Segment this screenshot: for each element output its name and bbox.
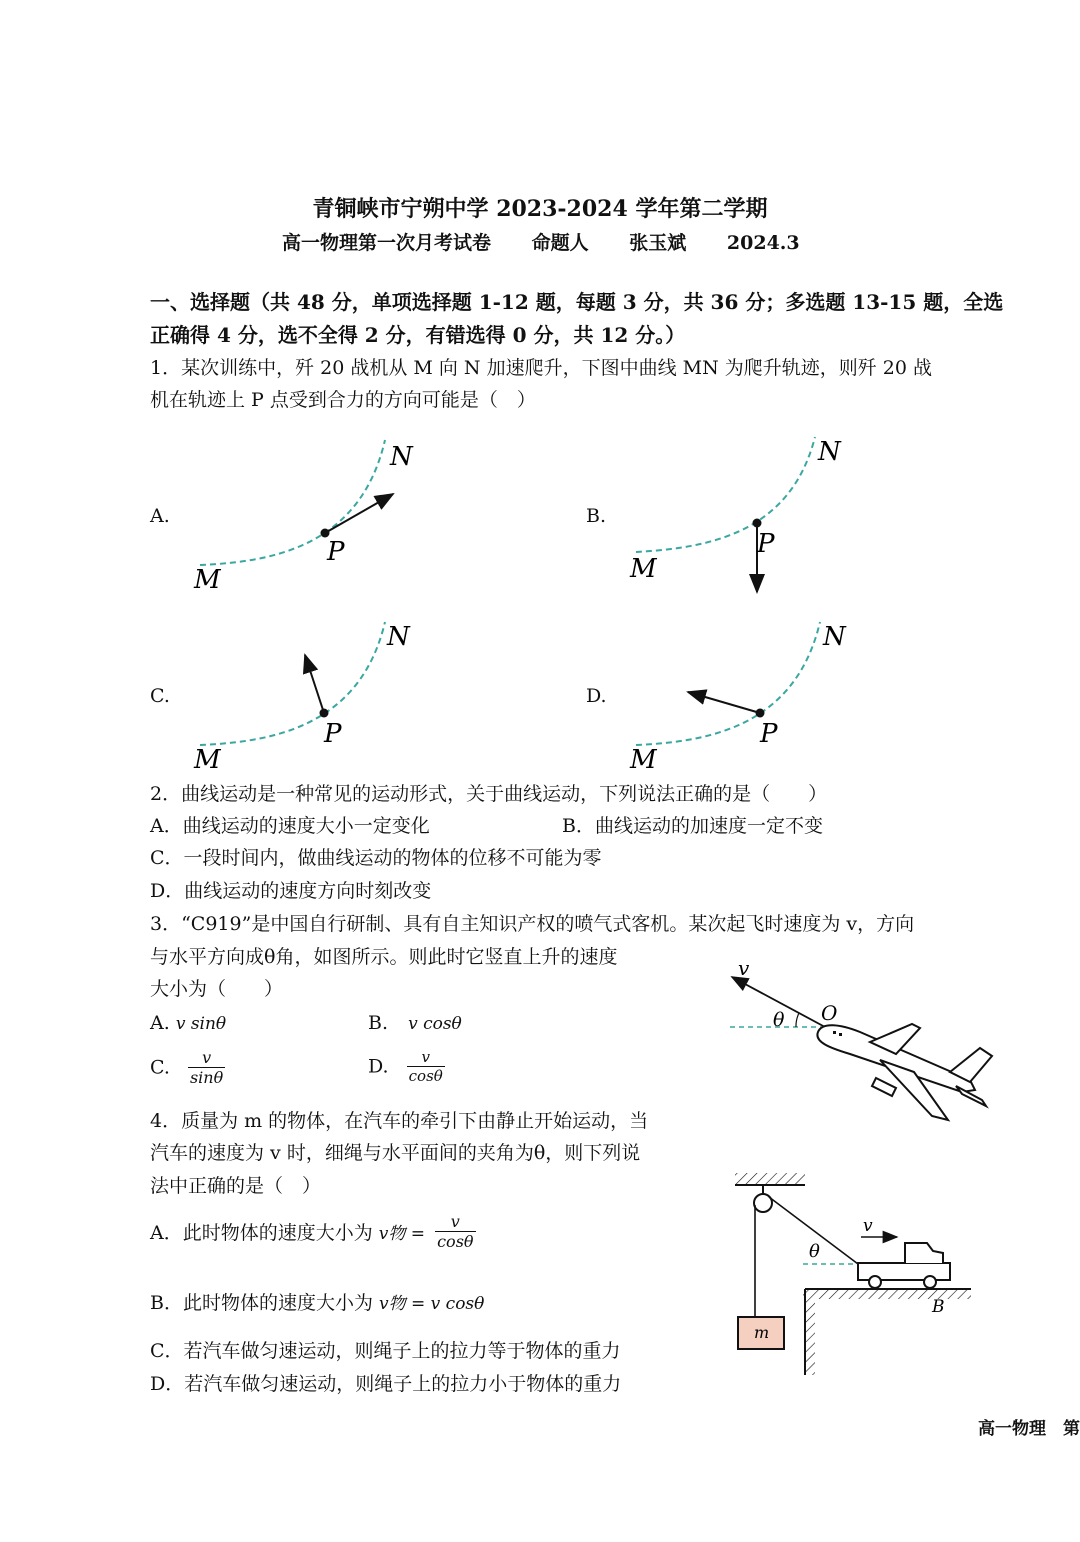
label-p-b: P: [757, 529, 775, 559]
q4-option-a-den: cosθ: [437, 1232, 474, 1251]
q4-option-a-var: v物 =: [378, 1224, 426, 1244]
point-p-dot-b: [753, 519, 762, 528]
q3-option-d-den: cosθ: [408, 1067, 443, 1085]
label-p-a: P: [327, 537, 345, 567]
q4-option-c: C．若汽车做匀速运动，则绳子上的拉力等于物体的重力: [150, 1340, 621, 1362]
q3-option-a-label: A.: [150, 1012, 170, 1034]
q1-figure-c: [193, 622, 411, 775]
airplane-icon: [817, 1024, 992, 1120]
label-p-c: P: [324, 719, 342, 749]
q3-option-a-expr: v sinθ: [175, 1014, 227, 1034]
q4-line2: 汽车的速度为 v 时，细绳与水平面间的夹角为θ，则下列说: [150, 1142, 641, 1164]
label-n-b: N: [818, 437, 841, 467]
wall-hatch: [805, 1299, 815, 1375]
q4-option-d: D．若汽车做匀速运动，则绳子上的拉力小于物体的重力: [150, 1373, 622, 1395]
q2-option-b: B．曲线运动的加速度一定不变: [562, 815, 823, 837]
q4-pulley-figure: [725, 1165, 985, 1390]
q3-option-d-label: D.: [368, 1055, 389, 1078]
q3-option-c-den: sinθ: [189, 1068, 224, 1087]
q4-option-b-expr: v物 = v cosθ: [379, 1294, 485, 1314]
label-n-d: N: [823, 622, 846, 652]
label-b: B: [932, 1297, 945, 1317]
q1-option-a-label: A.: [150, 505, 170, 527]
q3-airplane-figure: [700, 950, 1020, 1130]
q3-line1: 3．“C919”是中国自行研制、具有自主知识产权的喷气式客机。某次起飞时速度为 v，方向: [150, 913, 915, 935]
q1-line1: 1．某次训练中，歼 20 战机从 M 向 N 加速爬升，下图中曲线 MN 为爬升轨迹，则歼 20 战: [150, 357, 932, 379]
point-p-dot-d: [756, 709, 765, 718]
q3-line3: 大小为（ ）: [150, 978, 284, 1000]
label-v: v: [738, 956, 750, 980]
trajectory-curve-d: [636, 622, 820, 745]
q4-option-b-text: B．此时物体的速度大小为: [150, 1292, 373, 1314]
q3-option-a: [150, 1012, 226, 1034]
q4-line1: 4．质量为 m 的物体，在汽车的牵引下由静止开始运动，当: [150, 1110, 649, 1132]
q3-option-c: [150, 1048, 225, 1087]
q3-option-d-num: v: [407, 1048, 445, 1067]
author-label: 命题人: [531, 232, 589, 254]
label-v: v: [863, 1216, 873, 1236]
q3-option-c-fraction: [188, 1048, 225, 1087]
q1-option-b-label: B.: [586, 505, 607, 527]
q3-option-d-fraction: [407, 1048, 445, 1085]
q1-figure-a: [193, 440, 414, 595]
label-m-b: M: [630, 554, 657, 584]
angle-arc: [796, 1013, 799, 1027]
force-arrow-c: [305, 655, 324, 713]
q2-stem: 2．曲线运动是一种常见的运动形式，关于曲线运动，下列说法正确的是（ ）: [150, 783, 828, 805]
label-theta: θ: [809, 1241, 820, 1262]
label-p-d: P: [760, 719, 778, 749]
label-m: m: [754, 1323, 770, 1342]
label-o: O: [821, 1001, 838, 1025]
q4-option-b: [150, 1288, 484, 1315]
q4-option-a: [150, 1212, 476, 1251]
page-footer: 高一物理 第: [978, 1419, 1080, 1439]
q1-figure-d: [629, 622, 847, 775]
q4-line3: 法中正确的是（ ）: [150, 1175, 322, 1197]
q2-option-a: A．曲线运动的速度大小一定变化: [150, 815, 430, 837]
force-arrow-a: [325, 494, 393, 533]
trajectory-curve-c: [200, 622, 385, 745]
q1-option-d-label: D.: [586, 685, 607, 707]
point-p-dot-c: [320, 709, 329, 718]
q3-option-c-label: C.: [150, 1056, 170, 1079]
q2-option-c: C．一段时间内，做曲线运动的物体的位移不可能为零: [150, 847, 602, 869]
q3-option-b: [368, 1012, 462, 1034]
q3-option-d: [368, 1048, 445, 1085]
trajectory-curve-a: [200, 440, 385, 565]
car-icon: [858, 1243, 950, 1288]
label-m-a: M: [194, 565, 221, 595]
ceiling-hatch: [735, 1173, 805, 1185]
q3-option-b-expr: v cosθ: [408, 1014, 462, 1034]
q4-option-a-fraction: [435, 1212, 475, 1251]
ground-hatch: [803, 1289, 971, 1299]
author-name: 张玉斌: [629, 232, 687, 254]
q3-line2: 与水平方向成θ角，如图所示。则此时它竖直上升的速度: [150, 946, 618, 968]
exam-date: 2024.3: [726, 232, 800, 254]
trajectory-curve-b: [636, 437, 815, 552]
label-n-c: N: [387, 622, 410, 652]
q4-option-a-text: A．此时物体的速度大小为: [150, 1222, 373, 1244]
q1-line2: 机在轨迹上 P 点受到合力的方向可能是（ ）: [150, 389, 536, 411]
force-arrow-d: [688, 692, 760, 713]
q4-option-a-num: v: [435, 1212, 475, 1232]
exam-name: 高一物理第一次月考试卷: [282, 232, 492, 254]
label-n-a: N: [390, 442, 413, 472]
label-m-c: M: [194, 745, 221, 775]
section-heading: 一、选择题（共 48 分，单项选择题 1-12 题，每题 3 分，共 36 分；多选题 13-15 题，全选正确得 4 分，选不全得 2 分，有错选得 0 分，共 12 分。）: [150, 290, 1004, 347]
label-theta: θ: [773, 1009, 785, 1031]
label-m-d: M: [630, 745, 657, 775]
q3-option-c-num: v: [188, 1048, 225, 1068]
exam-title: 青铜峡市宁朔中学 2023-2024 学年第二学期: [312, 196, 768, 222]
q1-option-c-label: C.: [150, 685, 170, 707]
q3-option-b-label: B.: [368, 1012, 389, 1034]
q2-option-d: D．曲线运动的速度方向时刻改变: [150, 880, 432, 902]
q1-figure-b: [629, 437, 842, 592]
